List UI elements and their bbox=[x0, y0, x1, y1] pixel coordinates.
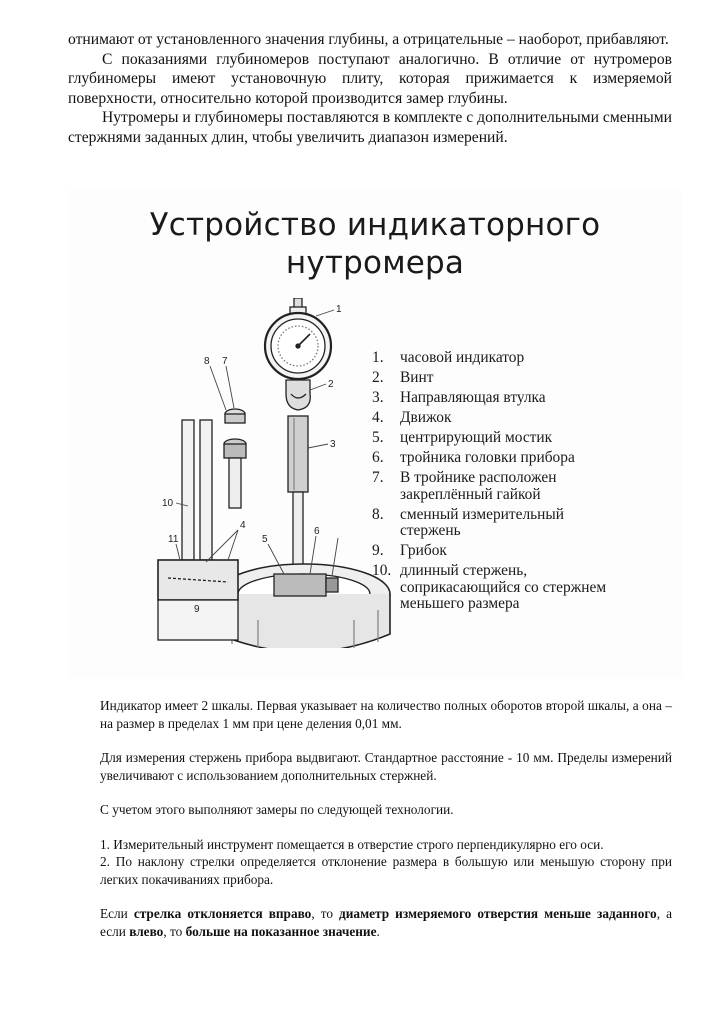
paragraph-depth-gauges: С показаниями глубиномеров поступают аналогично. В отличие от нутромеров глубиномеры имеют установочную плиту, которая прижимается к измеряемой поверхности, относительно которой производится замер глубины. bbox=[68, 50, 672, 107]
figure-title bbox=[68, 206, 682, 282]
callout-9: 9 bbox=[194, 604, 200, 615]
bore-gauge-figure bbox=[68, 190, 682, 678]
legend-item: 2. Винт bbox=[372, 369, 434, 386]
paragraph-extension-rods: Нутромеры и глубиномеры поставляются в комплекте с дополнительными сменными стержнями заданных длин, чтобы увеличить диапазон измерений. bbox=[68, 109, 672, 146]
figure-title-line1: Устройство индикаторного bbox=[149, 207, 601, 243]
callout-3: 3 bbox=[330, 439, 336, 450]
callout-5: 5 bbox=[262, 534, 268, 545]
callout-8: 8 bbox=[204, 356, 210, 367]
paragraph-conclusion: Если стрелка отклоняется вправо, то диаметр измеряемого отверстия меньше заданного, а если влево, то больше на показанное значение. bbox=[100, 906, 672, 939]
figure-legend bbox=[372, 350, 652, 616]
legend-item: 8. сменный измерительный стержень bbox=[372, 505, 564, 539]
legend-item: 7. В тройнике расположен закреплённый гайкой bbox=[372, 469, 557, 503]
legend-item: 4. Движок bbox=[372, 409, 452, 426]
top-text-block bbox=[68, 30, 672, 147]
callout-1: 1 bbox=[336, 304, 342, 315]
legend-item: 5. центрирующий мостик bbox=[372, 429, 553, 446]
callout-10: 10 bbox=[162, 498, 174, 509]
callout-2: 2 bbox=[328, 379, 334, 390]
dial-indicator-drawing bbox=[265, 298, 331, 379]
legend-item: 6. тройника головки прибора bbox=[372, 449, 575, 466]
paragraph-continuation: отнимают от установленного значения глубины, а отрицательные – наоборот, прибавляют. bbox=[68, 31, 669, 48]
legend-item: 1. часовой индикатор bbox=[372, 349, 525, 366]
paragraph-scales: Индикатор имеет 2 шкалы. Первая указывает на количество полных оборотов второй шкалы, а она – на размер в пределах 1 мм при цене деления 0,01 мм. bbox=[100, 698, 672, 731]
legend-item: 10. длинный стержень, соприкасающийся со стержнем меньшего размера bbox=[372, 562, 607, 612]
legend-item: 3. Направляющая втулка bbox=[372, 389, 546, 406]
callout-4: 4 bbox=[240, 520, 246, 531]
figure-title-line2: нутромера bbox=[285, 245, 465, 281]
callout-11: 11 bbox=[168, 534, 179, 545]
step-1: 1. Измерительный инструмент помещается в отверстие строго перпендикулярно его оси. bbox=[100, 836, 604, 852]
callout-6: 6 bbox=[314, 526, 320, 537]
bottom-text-block bbox=[100, 697, 672, 940]
paragraph-rod-extension: Для измерения стержень прибора выдвигают. Стандартное расстояние - 10 мм. Пределы измерений увеличивают с использованием дополнительных стержней. bbox=[100, 750, 672, 783]
callout-7: 7 bbox=[222, 356, 228, 367]
step-2: 2. По наклону стрелки определяется отклонение размера в большую или меньшую сторону при легких покачиваниях прибора. bbox=[100, 854, 672, 887]
legend-item: 9. Грибок bbox=[372, 542, 447, 559]
paragraph-technology-intro: С учетом этого выполняют замеры по следующей технологии. bbox=[100, 802, 454, 817]
